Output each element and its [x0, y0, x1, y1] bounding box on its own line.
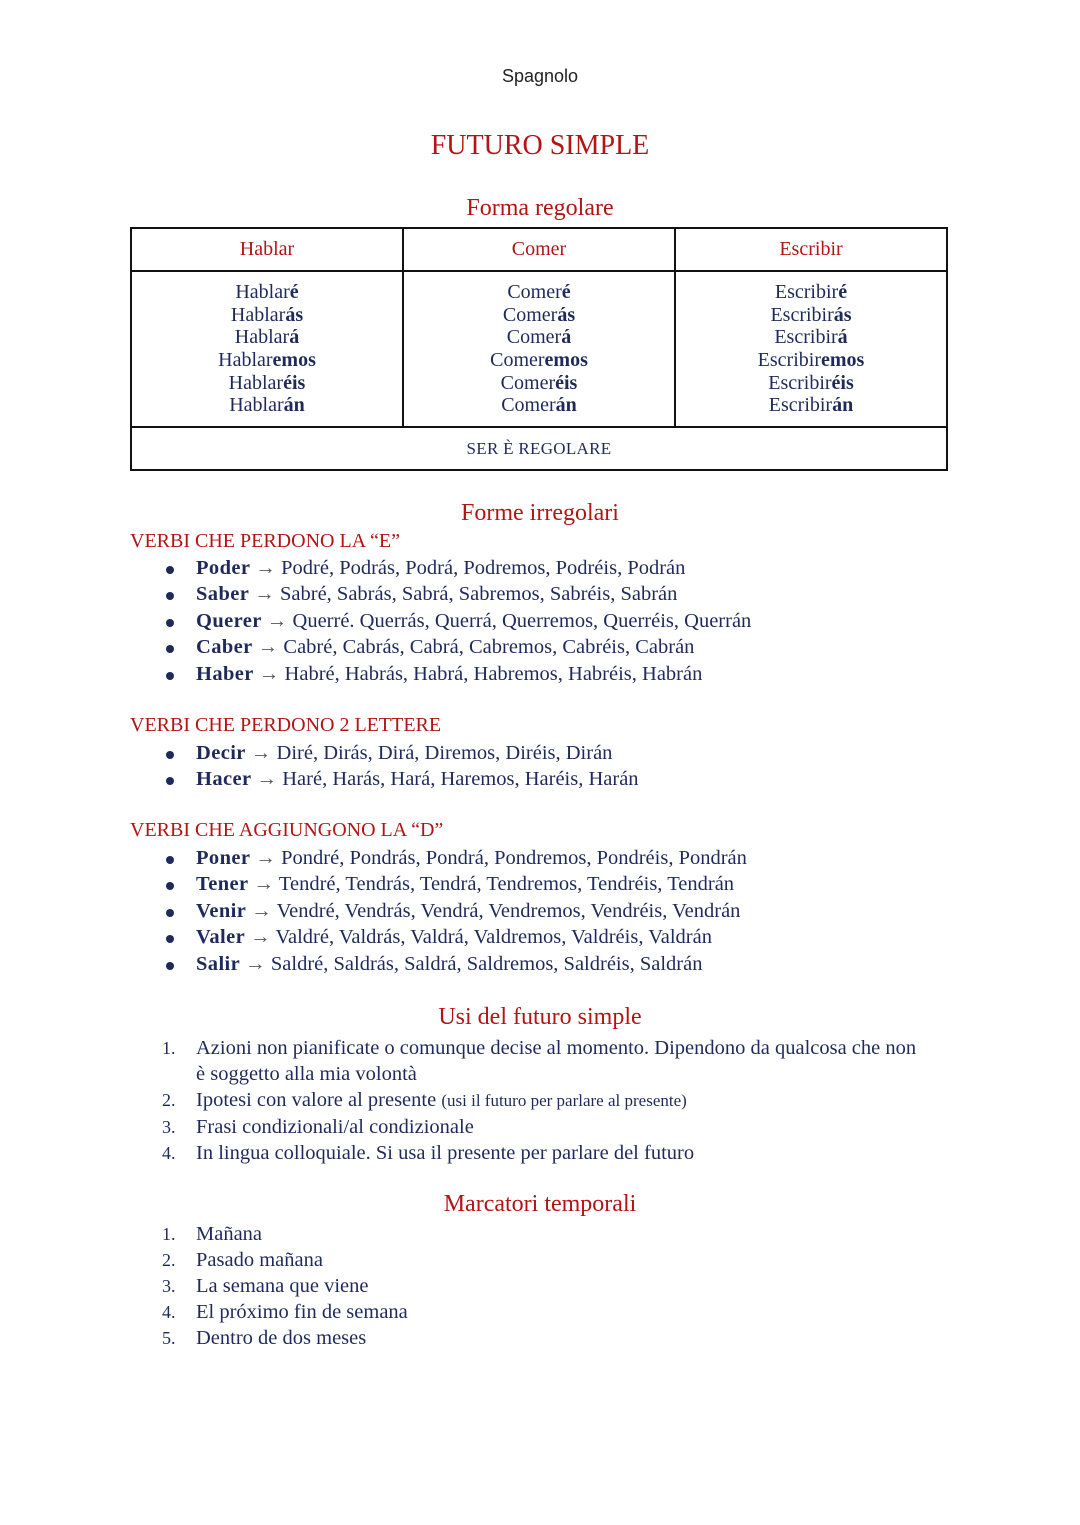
forms-cell-comer	[403, 271, 675, 427]
list-item: Poder → Podré, Podrás, Podrá, Podremos, Podréis, Podrán	[160, 555, 751, 581]
document-header: Spagnolo	[501, 66, 579, 86]
conjugation-table	[130, 227, 948, 471]
table-forms-row	[131, 271, 947, 427]
conjugated-form: Escribiré	[774, 280, 848, 303]
conjugated-form: Hablarán	[229, 394, 305, 417]
list-item: Saber → Sabré, Sabrás, Sabrá, Sabremos, Sabréis, Sabrán	[160, 581, 751, 607]
forms-cell-hablar	[131, 271, 403, 427]
forms-cell-escribir	[675, 271, 947, 427]
conjugated-form: Comeré	[507, 280, 571, 303]
conjugated-form: Escribiréis	[768, 371, 854, 394]
conjugated-form: Escribiremos	[757, 349, 865, 371]
table-header-row	[131, 228, 947, 271]
list-item: Decir → Diré, Dirás, Dirá, Diremos, Diréis, Dirán	[160, 740, 639, 766]
list-item: 1. Mañana	[162, 1223, 263, 1245]
arrow-icon: →	[250, 926, 271, 949]
conjugated-form: Comerán	[501, 394, 577, 417]
arrow-icon: →	[258, 662, 280, 685]
list-item: 2. Ipotesi con valore al presente (usi il futuro per parlare al presente)	[162, 1089, 687, 1111]
arrow-icon: →	[250, 742, 272, 764]
arrow-icon: →	[257, 636, 279, 659]
conjugated-form: Escribirán	[768, 394, 854, 417]
list-item: 2. Pasado mañana	[162, 1249, 323, 1271]
column-header-hablar: Hablar	[131, 228, 403, 271]
arrow-icon: →	[256, 768, 278, 791]
list-item: Haber → Habré, Habrás, Habrá, Habremos, Habréis, Habrán	[160, 661, 751, 687]
list-item: Poner → Pondré, Pondrás, Pondrá, Pondremos, Pondréis, Pondrán	[160, 845, 747, 871]
page-title: FUTURO SIMPLE	[430, 130, 650, 161]
list-item: 3. Frasi condizionali/al condizionale	[162, 1116, 474, 1138]
group-title-add-d: VERBI CHE AGGIUNGONO LA “D”	[130, 819, 444, 841]
group-title-lose-two-letters: VERBI CHE PERDONO 2 LETTERE	[130, 714, 442, 736]
conjugated-form: Comeremos	[490, 349, 588, 371]
list-item: Valer → Valdré, Valdrás, Valdrá, Valdremos, Valdréis, Valdrán	[160, 924, 747, 950]
conjugated-form: Comerás	[502, 303, 576, 326]
list-item: 4. El próximo fin de semana	[162, 1301, 408, 1323]
list-item: Tener → Tendré, Tendrás, Tendrá, Tendremos, Tendréis, Tendrán	[160, 871, 747, 897]
arrow-icon: →	[251, 899, 272, 922]
conjugated-form: Comerá	[506, 326, 572, 349]
section-heading-markers: Marcatori temporali	[443, 1191, 637, 1217]
arrow-icon: →	[253, 873, 275, 896]
conjugated-form: Hablaréis	[228, 371, 306, 394]
list-item: Querer → Querré. Querrás, Querrá, Querremos, Querréis, Querrán	[160, 608, 751, 634]
markers-list	[160, 1221, 930, 1351]
verb-list-lose-e	[160, 555, 751, 687]
list-item: 1. Azioni non pianificate o comunque decise al momento. Dipendono da qualcosa che non è soggetto alla mia volontà	[162, 1037, 917, 1085]
list-item: Hacer → Haré, Harás, Hará, Haremos, Haréis, Harán	[160, 766, 639, 792]
section-heading-regular: Forma regolare	[466, 195, 614, 221]
group-title-lose-e: VERBI CHE PERDONO LA “E”	[130, 530, 400, 552]
verb-list-lose-two-letters	[160, 740, 639, 793]
conjugated-form: Escribirá	[774, 326, 848, 349]
conjugated-form: Hablará	[234, 326, 300, 349]
column-header-comer: Comer	[403, 228, 675, 271]
verb-list-add-d	[160, 845, 747, 977]
arrow-icon: →	[266, 609, 288, 632]
conjugated-form: Comeréis	[500, 371, 578, 394]
arrow-icon: →	[254, 583, 275, 606]
list-item: 3. La semana que viene	[162, 1275, 369, 1297]
conjugated-form: Hablarás	[230, 303, 304, 326]
ser-regular-note: SER È REGOLARE	[131, 427, 947, 470]
list-item: Venir → Vendré, Vendrás, Vendrá, Vendremos, Vendréis, Vendrán	[160, 898, 747, 924]
section-heading-irregular: Forme irregolari	[461, 500, 619, 526]
list-item: 5. Dentro de dos meses	[162, 1327, 367, 1349]
arrow-icon: →	[245, 952, 266, 975]
conjugated-form: Hablaremos	[218, 349, 316, 371]
table-note-row	[131, 427, 947, 470]
conjugated-form: Hablaré	[235, 280, 299, 303]
section-heading-uses: Usi del futuro simple	[438, 1004, 642, 1030]
uses-list	[160, 1035, 930, 1166]
conjugated-form: Escribirás	[770, 303, 852, 326]
list-item: Caber → Cabré, Cabrás, Cabrá, Cabremos, Cabréis, Cabrán	[160, 634, 751, 660]
column-header-escribir: Escribir	[675, 228, 947, 271]
list-item: 4. In lingua colloquiale. Si usa il presente per parlare del futuro	[162, 1142, 695, 1164]
list-item: Salir → Saldré, Saldrás, Saldrá, Saldremos, Saldréis, Saldrán	[160, 951, 747, 977]
arrow-icon: →	[255, 847, 276, 869]
arrow-icon: →	[255, 557, 276, 579]
